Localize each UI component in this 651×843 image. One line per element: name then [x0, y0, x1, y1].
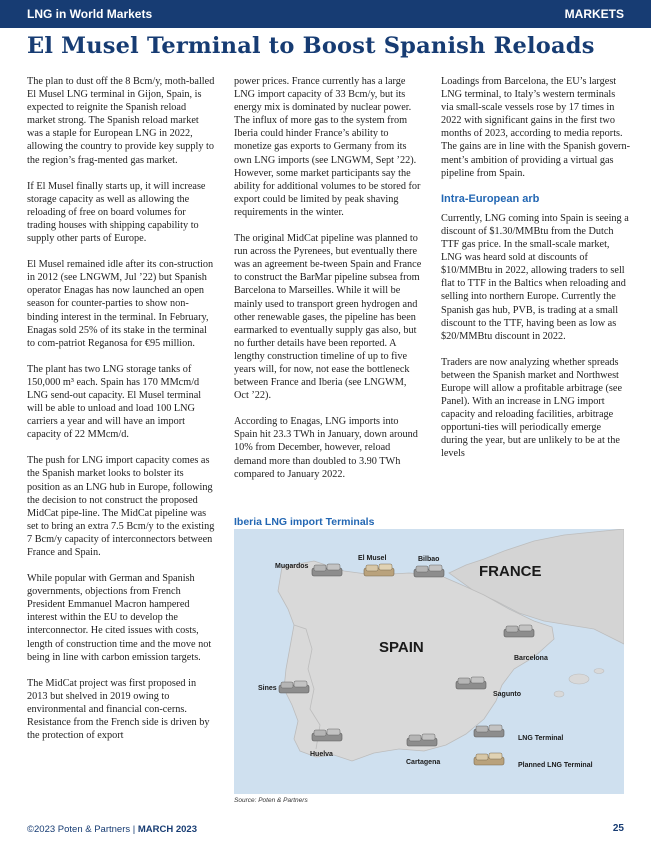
paragraph: Traders are now analyzing whether spreads between the Spanish market and Northwest Europe will allow a profitable arbitrage (see Panel). With an increase in LNG import capacity and reloading facilities, arbitrage opportuni-ties will periodically emerge during the year, but are unlikely to be at the levels — [441, 356, 623, 460]
legend-planned-label: Planned LNG Terminal — [518, 762, 593, 769]
article-title: El Musel Terminal to Boost Spanish Reloads — [27, 33, 595, 59]
terminal-el-musel-icon — [364, 564, 394, 576]
label-barcelona: Barcelona — [514, 655, 548, 662]
menorca — [594, 669, 604, 674]
paragraph: The plant has two LNG storage tanks of 150,000 m³ each. Spain has 170 MMcm/d LNG send-out capacity. El Musel terminal will be able to unload and load 100 LNG carriers a year and will have an import capacity of 22 MMcm/d. — [27, 363, 202, 441]
terminal-sagunto-icon — [456, 677, 486, 689]
terminal-huelva-icon — [312, 729, 342, 741]
article-column-2 — [234, 75, 423, 494]
paragraph: power prices. France currently has a large LNG import capacity of 33 Bcm/y, but its energy mix is dominated by nuclear power. The influx of more gas to the system from Iberia could hinder France’s ability to monetize gas exports to Germany from its own LNG imports (see LNGWM, Sept ’22). However, some market participants say the ability for additional volumes to be stored for export could be limited by peak shaving requirements in the winter. — [234, 76, 421, 218]
paragraph: The plan to dust off the 8 Bcm/y, moth-balled El Musel LNG terminal in Gijon, Spain, is expected to reignite the Spanish reload market strong. The Spanish reload market was a staple for European LNG in 2022, allowing the country to provide key supply to the region’s frag-mented gas market. — [27, 76, 215, 166]
terminal-cartagena-icon — [407, 734, 437, 746]
terminal-mugardos-icon — [312, 564, 342, 576]
footer-copyright — [27, 824, 197, 835]
legend-existing-label: LNG Terminal — [518, 735, 564, 742]
legend-planned-icon — [474, 753, 504, 765]
paragraph: Loadings from Barcelona, the EU’s largest LNG terminal, to Italy’s western terminals via small-scale vessels rose by 17 times in 2022 with significant gains in the first two months of 2023, according to media reports. The gains are in line with the Spanish govern-ment’s ambition of providing a virtual gas pipeline from Spain. — [441, 76, 631, 179]
label-mugardos: Mugardos — [275, 563, 309, 570]
paragraph: Currently, LNG coming into Spain is seeing a discount of $1.30/MMBtu from the Dutch TTF gas price. In the small-scale market, LNG was heard sold at discounts of $10/MMBtu in 2022, allowing traders to sell flat to TTF in the Baltics when reloading and selling into northern Europe. Currently the Spanish gas hub, PVB, is trading at a small discount to the TTF, having been as low as $20/MMBtu discount in 2022. — [441, 212, 629, 342]
section-subheading: Intra-European arb — [441, 192, 540, 205]
terminal-sines-icon — [279, 681, 309, 693]
terminal-barcelona-icon — [504, 625, 534, 637]
paragraph: The push for LNG import capacity comes as the Spanish market looks to bolster its position as an LNG hub in Europe, following the decision to not construct the proposed MidCat pipe-line. The MidCat pipeline was set to bring an extra 7.5 Bcm/y to the existing 7 Bcm/y capacity of interconnectors between France and Spain. — [27, 455, 215, 558]
category-label: MARKETS — [564, 7, 624, 21]
ibiza — [554, 691, 564, 697]
page-number: 25 — [612, 823, 624, 834]
paragraph: El Musel remained idle after its con-struction in 2012 (see LNGWM, Jul ’22) but Spanish operator Enagas has now launched an open season for counter-parties to show non-binding interest in the terminal. In February, Enagas sold 25% of its stake in the terminal to com-patriot Reganosa for €95 million. — [27, 259, 214, 349]
article-column-3 — [441, 75, 630, 474]
article-column-1 — [27, 75, 216, 755]
terminal-bilbao-icon — [414, 565, 444, 577]
label-bilbao: Bilbao — [418, 556, 440, 563]
legend-existing-icon — [474, 725, 504, 737]
label-sagunto: Sagunto — [493, 691, 521, 698]
label-cartagena: Cartagena — [406, 759, 441, 766]
paragraph: According to Enagas, LNG imports into Spain hit 23.3 TWh in January, down around 10% from December, however, reload demand more than doubled to 3.90 TWh compared to January 2022. — [234, 416, 418, 480]
iberia-lng-map — [234, 529, 624, 794]
paragraph: The MidCat project was first proposed in 2013 but shelved in 2019 owing to environmental and financial con-cerns. Resistance from the French side is driven by the protection of export — [27, 677, 210, 742]
mallorca — [569, 674, 589, 684]
label-el-musel: El Musel — [358, 555, 387, 562]
map-source: Source: Poten & Partners — [234, 797, 308, 804]
label-sines: Sines — [258, 685, 277, 692]
section-label: LNG in World Markets — [27, 7, 153, 21]
header-bar — [0, 0, 651, 28]
label-spain: SPAIN — [379, 639, 424, 656]
footer-separator: | — [130, 824, 138, 835]
paragraph: The original MidCat pipeline was planned to run across the Pyrenees, but eventually there was an agreement be-tween Spain and France to construct the BarMar pipeline subsea from Barcelona to Marseilles. While it will be mainly used to transport green hydrogen and other renewable gases, the pipeline has been earmarked to eventually supply gas also, but no further details have been reported. A lengthy construction timeline of up to five years will, for now, not ease the bottleneck between France and Iberia (see LNGWM, Oct ’22). — [234, 233, 422, 402]
label-france: FRANCE — [479, 563, 542, 580]
issue-label: MARCH 2023 — [137, 824, 198, 835]
copyright-text: ©2023 Poten & Partners — [27, 824, 131, 835]
label-huelva: Huelva — [310, 751, 333, 758]
map-title: Iberia LNG import Terminals — [234, 516, 375, 528]
paragraph: While popular with German and Spanish governments, objections from French President Emmanuel Macron hampered interest within the EU to develop the interconnector. He cited issues with costs, length of construction time and the move not being in line with carbon emission targets. — [27, 573, 212, 663]
paragraph: If El Musel finally starts up, it will increase storage capacity as well as allowing the reloading of free on board volumes for trading houses with shipping capability to supply other parts of Europe. — [27, 180, 206, 245]
